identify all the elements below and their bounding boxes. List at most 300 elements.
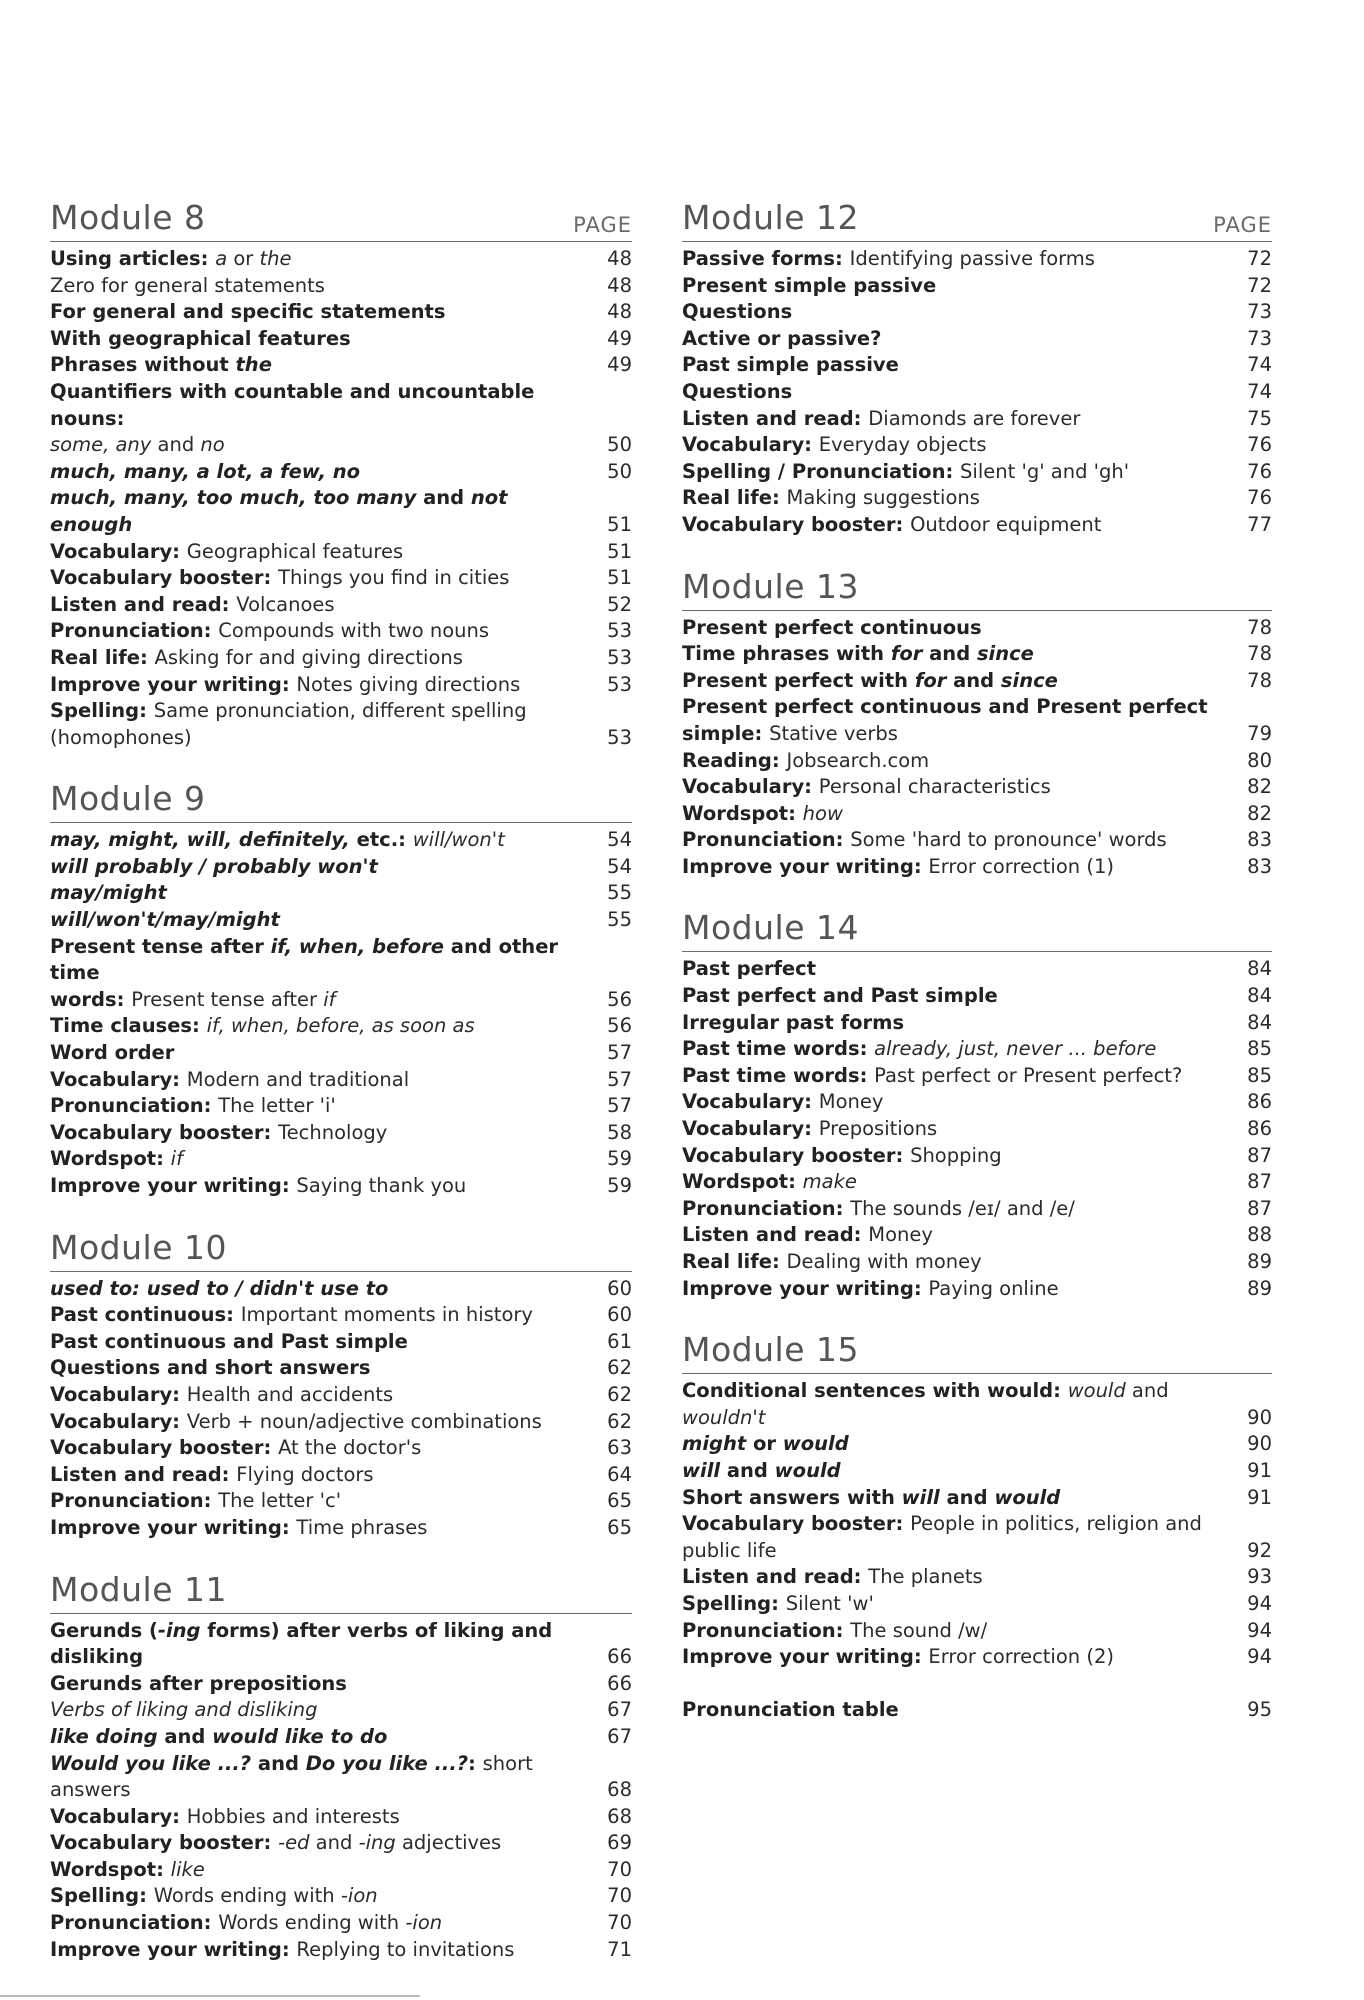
entry-text-part: Present perfect with [682,668,915,692]
entry-text [682,1010,1236,1037]
entry-text [682,1036,1236,1063]
module-title: Module 15 [682,1330,859,1370]
entry-text [682,246,1236,273]
entry-text-part: adjectives [395,1831,502,1855]
entry-text [682,1116,1236,1143]
page-number: 90 [1247,1432,1272,1456]
entry-text [682,1143,1236,1170]
entry-text-part: Questions [682,300,793,324]
module-section [50,198,632,751]
module-header [50,779,632,823]
entry-text-part: Silent 'g' and 'gh' [960,459,1130,483]
entry-text-part: Conditional sentences with would: [682,1379,1068,1403]
page-number: 51 [607,539,632,563]
page-number: 48 [607,247,632,270]
toc-entry [682,721,1272,748]
toc-entry [50,1618,632,1645]
module-header [682,198,1272,242]
entry-text [50,432,596,459]
entry-text-part: would like to do [212,1724,388,1748]
toc-entry [682,1378,1272,1405]
entry-text [682,1618,1236,1645]
entry-text-part: and [151,433,201,457]
toc-entry [682,512,1272,539]
page-number: 91 [1247,1458,1272,1482]
entry-text [682,379,1236,406]
entry-text-part: Short answers with [682,1485,902,1509]
entry-text-part: might [682,1432,747,1456]
entry-text [682,352,1236,379]
page-number: 67 [607,1698,632,1722]
entry-text-part: like [170,1857,205,1881]
entry-text-part: Vocabulary booster: [682,512,911,536]
toc-entry [50,539,632,566]
entry-text-part: For general and specific statements [50,300,446,324]
entry-text [682,956,1236,983]
entry-text-part: Shopping [910,1143,1002,1167]
toc-entry [682,694,1272,721]
entry-text-part: Important moments in history [240,1303,533,1327]
entry-text-part: Error correction (2) [928,1645,1114,1669]
entry-text-part: may/might [50,881,167,905]
entry-text-part: Vocabulary: [682,433,819,457]
entry-text [682,721,1236,748]
entry-text-part: Past perfect [682,957,817,981]
entry-text [50,1093,596,1120]
page-number: 61 [607,1329,632,1353]
entry-text-part: Outdoor equipment [910,512,1102,536]
page-number: 74 [1247,353,1272,377]
entry-text-part: Improve your writing: [50,1937,297,1961]
entry-text [682,748,1236,775]
module-header [682,1330,1272,1374]
entry-text-part: Gerunds ( [50,1618,158,1642]
toc-entry [682,1591,1272,1618]
entry-text [50,987,596,1014]
page-column-label: PAGE [573,213,632,237]
entry-text-part: some, any [50,433,152,457]
entry-text-part: Wordspot: [682,1170,803,1194]
entry-text-part: the [259,247,292,270]
entry-text [50,1883,596,1910]
toc-entry [682,983,1272,1010]
page-number: 83 [1247,854,1272,878]
entry-text-part: Prepositions [818,1117,938,1141]
entry-text [682,668,1236,695]
entry-text-part: Would you like ...? [50,1751,252,1775]
entry-text-part: Some 'hard to pronounce' words [850,828,1167,852]
entry-text-part: no [200,433,225,457]
entry-text-part: for [914,668,947,692]
entry-text-part: Present perfect continuous and Present perfect [682,695,1208,719]
page-number: 70 [607,1884,632,1908]
entry-text-part: Pronunciation: [50,619,219,643]
entry-text [50,1671,596,1698]
page-number: 48 [607,300,632,324]
toc-entry [50,1937,632,1964]
toc-entry [50,1697,632,1724]
entry-text [682,827,1236,854]
toc-entry [50,485,632,538]
entry-text-part: Vocabulary: [50,1409,187,1433]
entry-text [682,459,1236,486]
entry-text [50,1644,596,1671]
page-number: 52 [607,592,632,616]
page-number: 86 [1247,1117,1272,1141]
toc-entry [50,1173,632,1200]
entry-text-part: Hobbies and interests [186,1804,400,1828]
entry-text-part: for [890,642,923,666]
toc-entry [682,379,1272,406]
entry-text [682,1378,1236,1405]
entry-text [50,326,596,353]
toc-entry [682,1564,1272,1591]
page-number: 68 [607,1778,632,1802]
toc-entry [50,907,632,934]
module-header [50,1228,632,1272]
entry-text-part: -ion [405,1911,443,1935]
entry-text-part: Improve your writing: [682,854,929,878]
toc-entry [50,1093,632,1120]
entry-text [50,1488,596,1515]
toc-entry [682,1010,1272,1037]
entry-text [682,1249,1236,1276]
entry-text-part: The planets [868,1565,983,1589]
toc-entry [682,1644,1272,1671]
entry-text-part: Vocabulary booster: [50,1120,279,1144]
page-number: 78 [1247,615,1272,639]
entry-text-part: Things you find in cities [278,566,510,590]
page-number: 49 [607,326,632,350]
module-section [682,1330,1272,1723]
page-number: 67 [607,1724,632,1748]
entry-text [682,1169,1236,1196]
page-number: 83 [1247,828,1272,852]
page-number: 93 [1247,1565,1272,1589]
toc-entry [50,1146,632,1173]
toc-entry [682,774,1272,801]
toc-entry [682,299,1272,326]
page-number: 88 [1247,1223,1272,1247]
toc-entry [682,432,1272,459]
entry-text-part: Spelling: [682,1591,786,1615]
entry-text [50,379,596,432]
page-number: 76 [1247,459,1272,483]
toc-entry [50,459,632,486]
entry-text-part: make [802,1170,857,1194]
toc-entry [682,1036,1272,1063]
module-title: Module 12 [682,198,859,237]
entry-text [50,1937,596,1964]
entry-text-part: Personal characteristics [818,775,1051,799]
toc-entry [50,1040,632,1067]
page-number: 87 [1247,1196,1272,1220]
toc-entry [682,1458,1272,1485]
entry-text-part: Money [818,1090,884,1114]
toc-entry [50,1515,632,1542]
entry-text [682,1089,1236,1116]
entry-text-part: Past continuous: [50,1303,241,1327]
module-title: Module 8 [50,198,206,237]
toc-entry [682,956,1272,983]
page-number: 75 [1247,406,1272,430]
entry-text [50,618,596,645]
toc-entry [50,1276,632,1303]
entry-text-part: would [1067,1379,1126,1403]
toc-entry [682,1063,1272,1090]
page-number: 50 [607,433,632,457]
toc-entry [50,672,632,699]
page-number: 89 [1247,1250,1272,1273]
entry-text [50,1724,596,1751]
toc-entry [50,1120,632,1147]
toc-entry [682,1089,1272,1116]
entry-text-part: Notes giving directions [296,672,521,696]
page-number: 57 [607,1067,632,1091]
toc-entry [682,326,1272,353]
entry-text-part: since [1000,668,1058,692]
page-number: 62 [607,1356,632,1380]
entry-text-part: a [215,247,228,270]
page-number: 53 [607,725,632,749]
page-number: 84 [1247,957,1272,981]
entry-text-part: and [922,642,977,666]
toc-entry [50,827,632,854]
entry-text-part: Pronunciation: [50,1094,219,1118]
page-number: 51 [607,566,632,590]
entry-text-part: words: [50,987,132,1011]
toc-entry [50,1409,632,1436]
entry-text-part: would [782,1432,849,1456]
entry-text [682,273,1236,300]
entry-text-part: would [994,1485,1061,1509]
entry-text [50,1435,596,1462]
entry-text-part: and other time [50,934,559,985]
toc-entry [682,352,1272,379]
page-number: 73 [1247,326,1272,350]
entry-text-part: The sounds /eɪ/ and /e/ [850,1196,1075,1220]
entry-text [682,1564,1236,1591]
toc-entry [682,748,1272,775]
toc-entry [50,1910,632,1937]
entry-text [50,672,596,699]
entry-text-part: Do you like ...? [305,1751,469,1775]
entry-text-part: Past perfect or Present perfect? [874,1063,1183,1087]
entry-text-part: Vocabulary booster: [682,1512,911,1536]
toc-entry [50,1830,632,1857]
entry-text [682,1196,1236,1223]
entry-text-part: Pronunciation: [682,1618,851,1642]
page-number: 90 [1247,1405,1272,1429]
entry-text-part: and [1125,1379,1169,1403]
page-number: 78 [1247,642,1272,666]
entry-text-part: Diamonds are forever [868,406,1081,430]
module-header [682,567,1272,611]
entry-text-part: since [976,642,1034,666]
page-number: 82 [1247,801,1272,825]
left-column [50,198,632,1991]
entry-text [682,1405,1236,1432]
entry-text-part: if [170,1147,183,1171]
toc-entry [50,618,632,645]
page-number: 56 [607,987,632,1011]
entry-text-part: Verb + noun/adjective combinations [186,1409,542,1433]
page-number: 68 [607,1804,632,1828]
entry-text-part: will [901,1485,940,1509]
entry-text-part: and [157,1724,213,1748]
toc-entry [50,1644,632,1671]
page-number: 89 [1247,1276,1272,1300]
entry-text [682,694,1236,721]
entry-text [50,1302,596,1329]
entry-text-part: Vocabulary booster: [50,566,279,590]
page-number: 92 [1247,1538,1272,1562]
entry-text-part: Using articles: [50,247,216,270]
toc-entry [682,459,1272,486]
entry-text-part: Pronunciation: [682,828,851,852]
page-number: 57 [607,1041,632,1065]
entry-text [50,1910,596,1937]
page-number: 73 [1247,300,1272,324]
toc-entry [682,1116,1272,1143]
entry-text-part: like doing [50,1724,158,1748]
entry-text-part: public life [682,1538,777,1562]
entry-text-part: Present tense after [50,934,271,958]
entry-text-part: Vocabulary: [682,775,819,799]
toc-entry [50,379,632,432]
toc-entry [682,1618,1272,1645]
entry-text-part: will/won't [412,828,505,852]
entry-text-part: Real life: [682,486,787,510]
page-number: 77 [1247,512,1272,536]
entry-text-part: will/won't/may/might [50,908,280,932]
entry-text-part: Money [868,1223,933,1247]
page-number: 60 [607,1303,632,1327]
page-number: 76 [1247,486,1272,510]
module-title: Module 10 [50,1227,227,1267]
toc-entry [50,1382,632,1409]
page-number: 54 [607,854,632,878]
entry-text [50,880,596,907]
toc-entry [50,1724,632,1751]
page-column-label: PAGE [1213,213,1272,237]
entry-text [682,1431,1236,1458]
spacer [682,1671,1272,1697]
toc-entry [50,934,632,987]
entry-text-part: the [235,353,272,377]
entry-text-part: Same pronunciation, different spelling [153,699,527,723]
entry-text-part: (homophones) [50,725,192,749]
entry-text-part: Vocabulary booster: [50,1831,279,1855]
entry-text [682,1697,1236,1724]
entry-text-part: -ed [278,1831,310,1855]
entry-text-part: will [682,1458,721,1482]
page-number: 55 [607,881,632,905]
toc-entry [50,987,632,1014]
entry-text-part: At the doctor's [278,1436,422,1460]
toc-entry [50,1883,632,1910]
entry-text [682,983,1236,1010]
page-number: 87 [1247,1143,1272,1167]
entry-text-part: Wordspot: [50,1857,171,1881]
entry-text-part: -ing [358,1831,396,1855]
entry-text-part: Vocabulary booster: [682,1143,911,1167]
entry-text-part: not enough [50,486,508,536]
page-number: 49 [607,353,632,377]
entry-text-part: Present tense after [131,987,324,1011]
entry-text-part: -ion [340,1884,378,1908]
entry-text-part: The letter 'c' [218,1489,342,1513]
right-column [682,198,1272,1751]
entry-text [50,1409,596,1436]
module-section [682,908,1272,1302]
toc-entry [50,698,632,725]
page-number: 94 [1247,1618,1272,1642]
entry-text-part: Improve your writing: [682,1645,929,1669]
entry-text-part: Listen and read: [682,1565,869,1589]
entry-text-part: Jobsearch.com [786,748,930,772]
page-number: 87 [1247,1170,1272,1194]
entry-text-part: Passive forms: [682,247,850,270]
entry-text-part: and [251,1751,306,1775]
toc-entry [682,1276,1272,1303]
entry-text [50,485,596,538]
entry-text-part: much, many, too much, too many [50,486,417,510]
entry-text-part: short answers [50,1751,533,1802]
entry-text [50,1618,596,1645]
entry-text [50,1067,596,1094]
entry-text-part: how [802,801,843,825]
entry-text-part: or [227,247,260,270]
page-number: 74 [1247,379,1272,403]
entry-text-part: Paying online [928,1276,1059,1300]
entry-text [50,698,596,725]
module-header [50,198,632,242]
module-section [50,779,632,1199]
entry-text [682,1222,1236,1249]
entry-text-part: Past perfect and Past simple [682,984,998,1008]
page-number: 54 [607,828,632,852]
toc-entry [682,1538,1272,1565]
entry-text [50,299,596,326]
toc-entry [682,1222,1272,1249]
toc-entry [50,432,632,459]
entry-text [682,1276,1236,1303]
toc-entry [682,246,1272,273]
toc-entry [682,1143,1272,1170]
module-title: Module 11 [50,1569,227,1609]
entry-text-part: Questions and short answers [50,1356,371,1380]
entry-text [50,459,596,486]
page-number: 56 [607,1014,632,1038]
page-number: 71 [607,1937,632,1961]
entry-text [682,406,1236,433]
entry-text-part: Listen and read: [682,406,869,430]
entry-text-part: Modern and traditional [186,1067,410,1091]
page-number: 80 [1247,748,1272,772]
entry-text-part: if, when, before, as soon as [206,1014,475,1038]
entry-text-part: Real life: [50,645,155,669]
entry-text [50,273,596,300]
toc-entry [50,1804,632,1831]
entry-text-part: Present perfect continuous [682,615,982,639]
page-number: 70 [607,1911,632,1935]
entry-text [682,801,1236,828]
entry-text-part: Making suggestions [786,486,980,510]
entry-text-part: Improve your writing: [50,1174,297,1197]
entry-text-part: Past simple passive [682,353,899,377]
entry-text-part: Pronunciation: [50,1911,219,1935]
